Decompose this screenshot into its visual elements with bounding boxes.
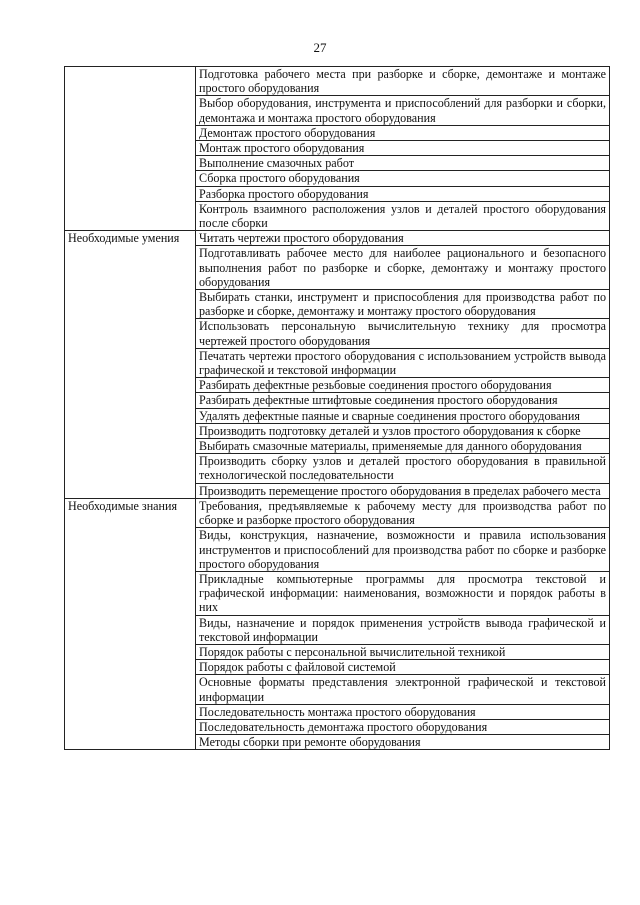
- item-text: Порядок работы с персональной вычислительной техникой: [196, 644, 610, 659]
- item-text: Производить подготовку деталей и узлов простого оборудования к сборке: [196, 423, 610, 438]
- item-text: Контроль взаимного расположения узлов и деталей простого оборудования после сборки: [196, 201, 610, 230]
- item-text: Выбор оборудования, инструмента и приспособлений для разборки и сборки, демонтажа и монтажа простого оборудования: [196, 96, 610, 125]
- item-text: Удалять дефектные паяные и сварные соединения простого оборудования: [196, 408, 610, 423]
- item-text: Производить перемещение простого оборудования в пределах рабочего места: [196, 483, 610, 498]
- item-text: Разбирать дефектные штифтовые соединения простого оборудования: [196, 393, 610, 408]
- item-text: Монтаж простого оборудования: [196, 141, 610, 156]
- section-label: Необходимые знания: [65, 498, 196, 749]
- item-text: Основные форматы представления электронной графической и текстовой информации: [196, 675, 610, 704]
- table-row: [65, 498, 610, 527]
- item-text: Сборка простого оборудования: [196, 171, 610, 186]
- item-text: Виды, назначение и порядок применения устройств вывода графической и текстовой информации: [196, 615, 610, 644]
- item-text: Подготавливать рабочее место для наиболее рационального и безопасного выполнения работ по разборке и сборке, демонтажу и монтажу простого оборудования: [196, 246, 610, 290]
- item-text: Производить сборку узлов и деталей простого оборудования в правильной технологической последовательности: [196, 454, 610, 483]
- table-row: [65, 231, 610, 246]
- item-text: Демонтаж простого оборудования: [196, 125, 610, 140]
- item-text: Печатать чертежи простого оборудования с использованием устройств вывода графической и текстовой информации: [196, 348, 610, 377]
- item-text: Последовательность демонтажа простого оборудования: [196, 719, 610, 734]
- item-text: Прикладные компьютерные программы для просмотра текстовой и графической информации: наименования, возможности и порядок работы в них: [196, 571, 610, 615]
- item-text: Читать чертежи простого оборудования: [196, 231, 610, 246]
- item-text: Требования, предъявляемые к рабочему месту для производства работ по сборке и разборке простого оборудования: [196, 498, 610, 527]
- item-text: Разборка простого оборудования: [196, 186, 610, 201]
- item-text: Выполнение смазочных работ: [196, 156, 610, 171]
- item-text: Выбирать станки, инструмент и приспособления для производства работ по разборке и сборке, демонтажу и монтажу простого оборудования: [196, 290, 610, 319]
- section-label: Необходимые умения: [65, 231, 196, 499]
- page-number: 27: [313, 40, 327, 55]
- competency-table: [64, 66, 610, 750]
- table-body: [65, 67, 610, 750]
- item-text: Разбирать дефектные резьбовые соединения простого оборудования: [196, 378, 610, 393]
- table-row: [65, 67, 610, 96]
- item-text: Выбирать смазочные материалы, применяемые для данного оборудования: [196, 439, 610, 454]
- item-text: Последовательность монтажа простого оборудования: [196, 704, 610, 719]
- item-text: Порядок работы с файловой системой: [196, 660, 610, 675]
- section-label: [65, 67, 196, 231]
- item-text: Использовать персональную вычислительную технику для просмотра чертежей простого оборудования: [196, 319, 610, 348]
- item-text: Методы сборки при ремонте оборудования: [196, 735, 610, 750]
- item-text: Виды, конструкция, назначение, возможности и правила использования инструментов и приспособлений для производства работ по сборке и разборке простого оборудования: [196, 528, 610, 572]
- item-text: Подготовка рабочего места при разборке и сборке, демонтаже и монтаже простого оборудования: [196, 67, 610, 96]
